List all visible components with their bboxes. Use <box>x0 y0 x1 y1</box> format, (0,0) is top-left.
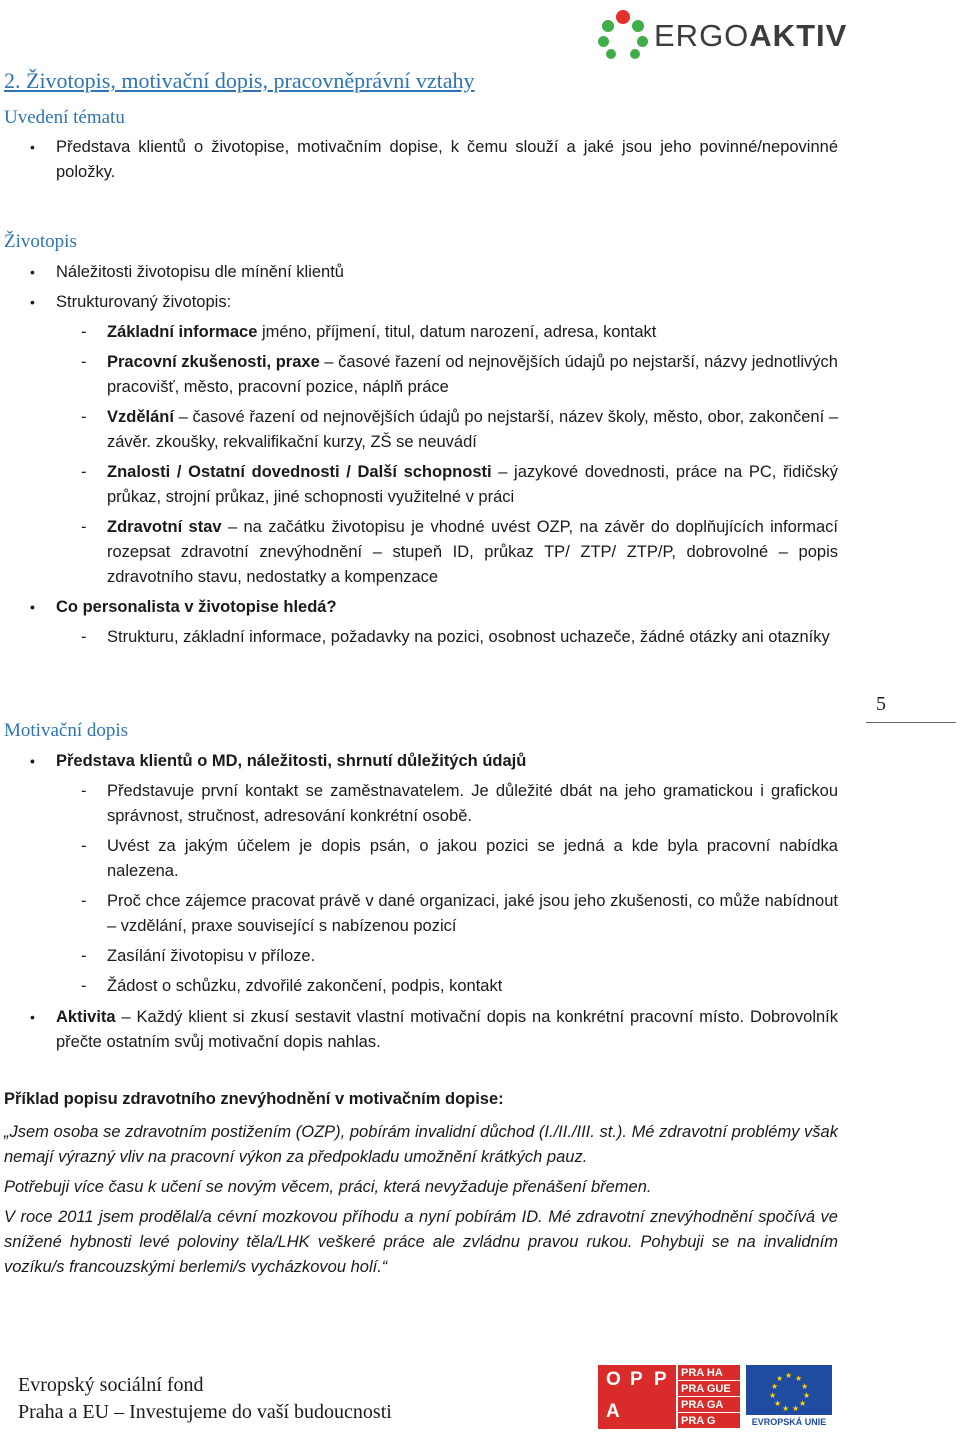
list-item: • Co personalista v životopise hledá? <box>56 595 838 620</box>
praha-logo: PRA HA PRA GUE PRA GA PRA G <box>678 1365 740 1429</box>
list-item: • Představa klientů o životopise, motivačním dopise, k čemu slouží a jaké jsou jeho povinné/nepovinné položky. <box>56 135 838 185</box>
list-item: - Proč chce zájemce pracovat právě v dané organizaci, jaké jsou jeho zkušenosti, co může nabídnout – vzdělání, praxe související s nabízenou pozicí <box>107 889 838 939</box>
list-item: - Zasílání životopisu v příloze. <box>107 944 838 969</box>
opp-logo: O P P A <box>598 1365 676 1429</box>
list-item: - Představuje první kontakt se zaměstnavatelem. Je důležité dbát na jeho gramatickou i grafickou správnost, stručnost, adresování konkrétní osobě. <box>107 779 838 829</box>
footer-line: Praha a EU – Investujeme do vaší budoucnosti <box>18 1401 392 1423</box>
eu-flag-logo <box>746 1365 832 1429</box>
page-title: 2. Životopis, motivační dopis, pracovněprávní vztahy <box>4 68 475 93</box>
list-item: - Vzdělání – časové řazení od nejnovějších údajů po nejstarší, název školy, město, obor, zakončení – závěr. zkoušky, rekvalifikační kurzy, ZŠ se neuvádí <box>107 405 838 455</box>
list-item: - Uvést za jakým účelem je dopis psán, o jakou pozici se jedná a kde byla pracovní nabídka nalezena. <box>107 834 838 884</box>
example-paragraph: „Jsem osoba se zdravotním postižením (OZP), pobírám invalidní důchod (I./II./III. st.). Mé zdravotní problémy však nemají výrazný vliv na pracovní výkon za předpokladu umožnění krátkých pauz. <box>4 1123 838 1166</box>
list-item: • Náležitosti životopisu dle mínění klientů <box>56 260 838 285</box>
list-item: - Znalosti / Ostatní dovednosti / Další schopnosti – jazykové dovednosti, práce na PC, řidičský průkaz, strojní průkaz, jiné schopnosti využitelné v práci <box>107 460 838 510</box>
eu-label: EVROPSKÁ UNIE <box>746 1415 832 1429</box>
logo-text: ERGOAKTIV <box>654 18 848 53</box>
list-item: - Pracovní zkušenosti, praxe – časové řazení od nejnovějších údajů po nejstarší, názvy jednotlivých pracovišť, město, pracovní pozice, náplň práce <box>107 350 838 400</box>
page-number-rule <box>866 722 956 723</box>
example-paragraph: Potřebuji více času k učení se novým věcem, práci, která nevyžaduje přenášení břemen. <box>4 1178 652 1196</box>
list-item: - Strukturu, základní informace, požadavky na pozici, osobnost uchazeče, žádné otázky ani otazníky <box>107 625 838 650</box>
footer-line: Evropský sociální fond <box>18 1374 204 1396</box>
list-item: • Strukturovaný životopis: <box>56 290 838 315</box>
example-paragraph: V roce 2011 jsem prodělal/a cévní mozkovou příhodu a nyní pobírám ID. Mé zdravotní znevýhodnění spočívá ve snížené hybnosti levé poloviny těla/LHK veškeré práce ale zvládnu pravou rukou. Pohybuji se na invalidním vozíku/s francouzskými berlemi/s vycházkovou holí.“ <box>4 1208 838 1276</box>
list-item: • Představa klientů o MD, náležitosti, shrnutí důležitých údajů <box>56 749 838 774</box>
example-heading: Příklad popisu zdravotního znevýhodnění v motivačním dopise: <box>4 1090 504 1108</box>
heading-zivotopis: Životopis <box>4 231 77 252</box>
eu-stars-icon: ★ ★ ★ ★ ★ ★ ★ ★ ★ ★ ★ <box>746 1365 832 1415</box>
ergoaktiv-logo <box>598 8 848 62</box>
heading-motivacni-dopis: Motivační dopis <box>4 720 129 741</box>
list-item: • Aktivita – Každý klient si zkusí sestavit vlastní motivační dopis na konkrétní pracovní místo. Dobrovolník přečte ostatním svůj motivační dopis nahlas. <box>56 1005 838 1055</box>
logo-dots-icon <box>598 10 650 62</box>
list-item: - Zdravotní stav – na začátku životopisu je vhodné uvést OZP, na závěr do doplňujících informací rozepsat zdravotní znevýhodnění – stupeň ID, průkaz TP/ ZTP/ ZTP/P, dobrovolné – popis zdravotního stavu, nedostatky a kompenzace <box>107 515 838 590</box>
list-item: - Základní informace jméno, příjmení, titul, datum narození, adresa, kontakt <box>107 320 838 345</box>
list-item: - Žádost o schůzku, zdvořilé zakončení, podpis, kontakt <box>107 974 838 999</box>
heading-uvedeni: Uvedení tématu <box>4 107 125 128</box>
page-number: 5 <box>876 693 886 715</box>
